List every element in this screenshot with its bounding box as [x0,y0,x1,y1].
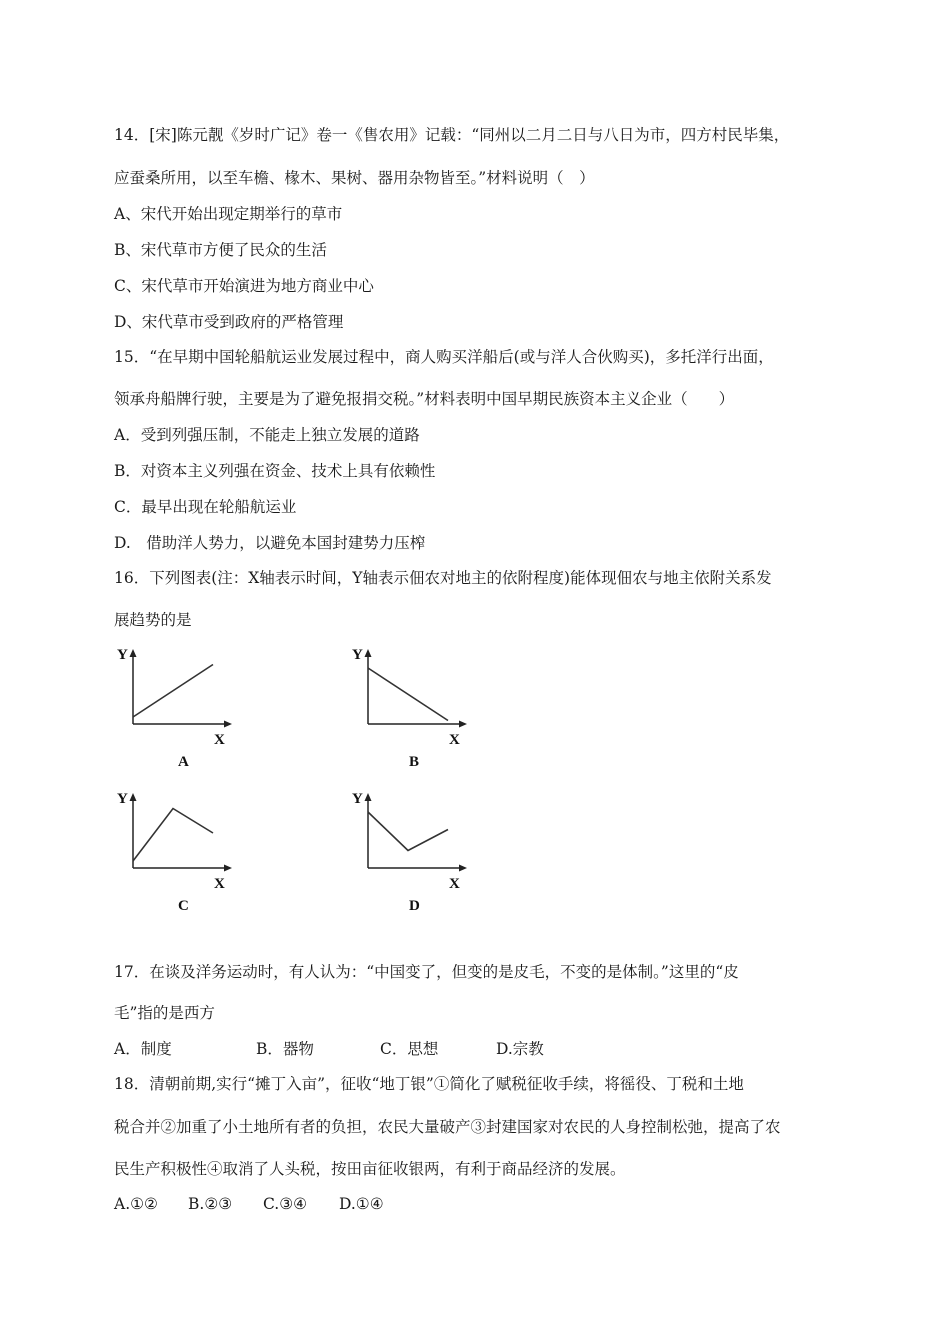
q16-stem-line2: 展趋势的是 [114,611,192,629]
trend-line [133,809,213,862]
q18-option-c: C.③④ [263,1195,308,1213]
q17-stem-line2: 毛”指的是西方 [114,1004,215,1022]
graph-x-label: X [449,732,460,748]
graph-letter: D [409,898,420,914]
q14-option-c: C、宋代草市开始演进为地方商业中心 [114,277,374,295]
trend-line [368,668,448,721]
q15-option-c: C．最早出现在轮船航运业 [114,498,297,516]
q17-options [114,1039,544,1059]
q15-stem-line1: 15．“在早期中国轮船航运业发展过程中，商人购买洋船后(或与洋人合伙购买)，多托洋行出面， [114,348,774,366]
q18-stem-line2: 税合并②加重了小土地所有者的负担，农民大量破产③封建国家对农民的人身控制松弛，提高了农 [114,1118,781,1136]
graph-x-label: X [214,876,225,892]
q14-option-b: B、宋代草市方便了民众的生活 [114,241,327,259]
q18-stem-line1: 18．清朝前期,实行“摊丁入亩”，征收“地丁银”①简化了赋税征收手续，将徭役、丁税和土地 [114,1075,744,1093]
graph-y-label: Y [117,791,128,807]
q18-stem-line3: 民生产积极性④取消了人头税，按田亩征收银两，有利于商品经济的发展。 [114,1160,626,1178]
graph-letter: B [409,754,420,770]
graph-y-label: Y [352,647,363,663]
q17-stem-line1: 17．在谈及洋务运动时，有人认为：“中国变了，但变的是皮毛，不变的是体制。”这里的“皮 [114,963,739,981]
q14-stem-line2: 应蚕桑所用，以至车檐、椽木、果树、器用杂物皆至。”材料说明（ ） [114,169,595,187]
trend-line [133,665,213,718]
q14-stem-line1: 14．[宋]陈元靓《岁时广记》卷一《售农用》记载：“同州以二月二日与八日为市，四方村民毕集， [114,126,790,144]
q17-option-c: C．思想 [380,1040,439,1058]
graph-letter: C [178,898,189,914]
q17-option-a: A．制度 [114,1040,172,1058]
q16-graph-a [115,643,240,773]
graph-x-label: X [449,876,460,892]
q16-stem-line1: 16．下列图表(注：X轴表示时间，Y轴表示佃农对地主的依附程度)能体现佃农与地主依附关系发 [114,569,772,587]
q15-option-d: D. 借助洋人势力，以避免本国封建势力压榨 [114,534,426,552]
q14-option-d: D、宋代草市受到政府的严格管理 [114,313,344,331]
q18-option-a: A.①② [114,1195,158,1213]
q17-option-b: B．器物 [256,1040,314,1058]
graph-y-label: Y [117,647,128,663]
trend-line [368,812,448,851]
q18-option-b: B.②③ [188,1195,233,1213]
q18-option-d: D.①④ [339,1195,384,1213]
q18-options [114,1194,384,1214]
q17-option-d: D.宗教 [496,1040,544,1058]
q16-graph-d [350,787,475,917]
graph-y-label: Y [352,791,363,807]
graph-x-label: X [214,732,225,748]
q16-graph-c [115,787,240,917]
q15-stem-line2: 领承舟船牌行驶，主要是为了避免报捐交税。”材料表明中国早期民族资本主义企业（ ） [114,390,735,408]
q15-option-a: A．受到列强压制，不能走上独立发展的道路 [114,426,420,444]
q14-option-a: A、宋代开始出现定期举行的草市 [114,205,343,223]
q15-option-b: B．对资本主义列强在资金、技术上具有依赖性 [114,462,436,480]
graph-letter: A [178,754,189,770]
q16-graph-b [350,643,475,773]
